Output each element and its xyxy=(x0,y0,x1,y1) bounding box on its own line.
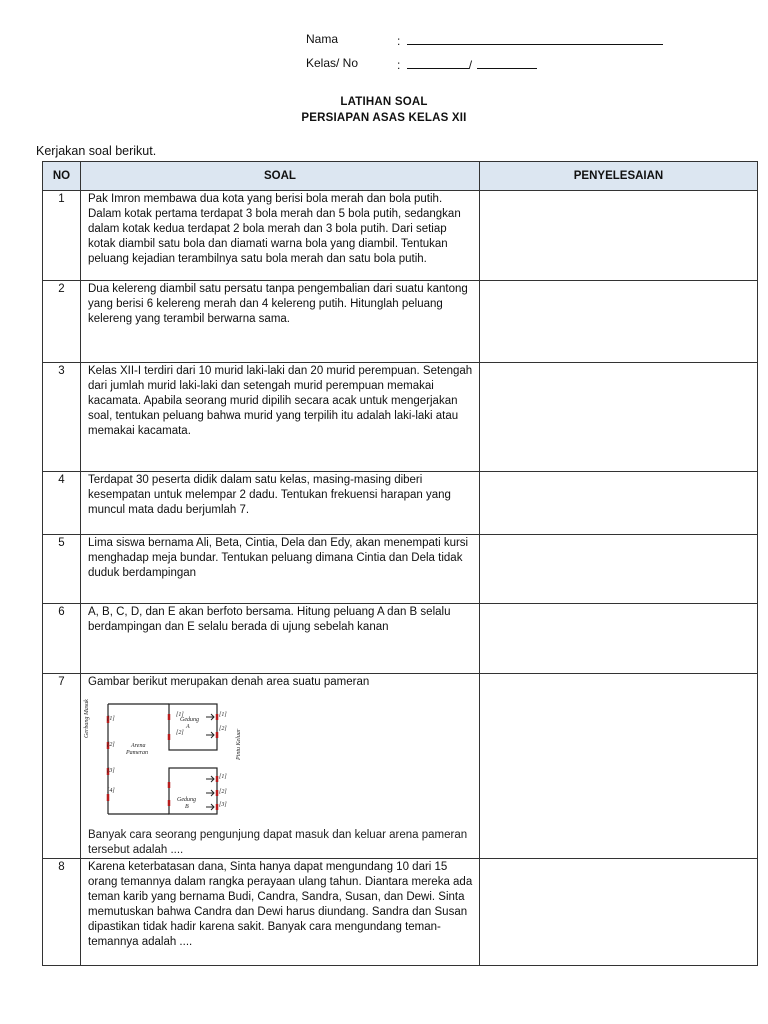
exhibition-floor-plan xyxy=(94,696,254,824)
kelas-label: Kelas/ No xyxy=(306,56,359,70)
nama-label: Nama xyxy=(306,32,339,46)
table-row xyxy=(43,281,758,363)
door-label: [3] xyxy=(219,802,227,808)
answer-cell[interactable] xyxy=(480,859,758,966)
answer-cell[interactable] xyxy=(480,535,758,604)
pintu-keluar-label: Pintu Keluar xyxy=(236,728,242,760)
door-label: [2] xyxy=(219,789,227,795)
question-2-text: Dua kelereng diambil satu persatu tanpa pengembalian dari suatu kantong yang berisi 6 kelereng merah dan 4 kelereng putih. Hitunglah peluang kelereng yang terambil berwarna sama. xyxy=(88,283,468,325)
answer-cell[interactable] xyxy=(480,281,758,363)
answer-cell[interactable] xyxy=(480,363,758,472)
gedung-doors xyxy=(169,714,217,810)
instruction-text: Kerjakan soal berikut. xyxy=(36,144,157,158)
door-label: [4] xyxy=(107,788,115,794)
question-4-text: Terdapat 30 peserta didik dalam satu kelas, masing-masing diberi kesempatan untuk melempar 2 dadu. Tentukan frekuensi harapan yang muncul mata dadu berjumlah 7. xyxy=(88,474,451,516)
nama-colon: : xyxy=(397,34,401,48)
header-soal: SOAL xyxy=(81,162,480,191)
question-7-subtext: Banyak cara seorang pengunjung dapat masuk dan keluar arena pameran tersebut adalah .... xyxy=(88,829,468,856)
gedung-b-label-1: Gedung xyxy=(177,797,196,803)
exit-arrows xyxy=(206,714,214,810)
table-row xyxy=(43,604,758,674)
kelas-row xyxy=(306,56,358,70)
table-row xyxy=(43,191,758,281)
question-3-text: Kelas XII-I terdiri dari 10 murid laki-laki dan 20 murid perempuan. Setengah dari jumlah murid laki-laki dan setengah murid perempuan memakai kacamata. Apabila seorang murid dipilih secara acak untuk mengerjakan soal, tentukan peluang bahwa murid yang terpilih itu adalah laki-laki atau memakai kacamata. xyxy=(88,365,473,437)
kelas-slash: / xyxy=(468,58,473,72)
row-number: 2 xyxy=(43,281,81,363)
answer-cell[interactable] xyxy=(480,604,758,674)
row-number: 7 xyxy=(43,674,81,859)
door-label: [2] xyxy=(107,742,115,748)
kelas-colon: : xyxy=(397,58,401,72)
kelas-blank-line[interactable] xyxy=(407,56,469,69)
nama-blank-line[interactable] xyxy=(407,32,663,45)
question-table xyxy=(42,161,758,966)
question-text xyxy=(81,604,480,674)
row-number: 4 xyxy=(43,472,81,535)
row-number: 3 xyxy=(43,363,81,472)
answer-cell[interactable] xyxy=(480,674,758,859)
table-header-row xyxy=(43,162,758,191)
answer-cell[interactable] xyxy=(480,191,758,281)
table-row xyxy=(43,859,758,966)
nama-row xyxy=(306,32,338,46)
door-label: [1] xyxy=(219,712,227,718)
door-label: [3] xyxy=(107,768,115,774)
question-text xyxy=(81,674,480,859)
table-row xyxy=(43,674,758,859)
question-6-text: A, B, C, D, dan E akan berfoto bersama. Hitung peluang A dan B selalu berdampingan dan E selalu berada di ujung sebelah kanan xyxy=(88,606,451,633)
row-number: 5 xyxy=(43,535,81,604)
arena-label-2: Pameran xyxy=(126,750,148,756)
table-row xyxy=(43,363,758,472)
question-8-text: Karena keterbatasan dana, Sinta hanya dapat mengundang 10 dari 15 orang temannya dalam rangka perayaan ulang tahun. Diantara mereka ada teman karib yang bernama Budi, Candra, Sandra, Susan, dan Dewi. Sinta memutuskan bahwa Candra dan Dewi harus diundang. Sandra dan Susan dipastikan tidak hadir karena sakit. Banyak cara mengundang teman-temannya adalah .... xyxy=(88,861,473,948)
question-text xyxy=(81,281,480,363)
title-line-2: PERSIAPAN ASAS KELAS XII xyxy=(301,112,467,124)
answer-cell[interactable] xyxy=(480,472,758,535)
door-label: [1] xyxy=(219,774,227,780)
title-line-1: LATIHAN SOAL xyxy=(340,96,428,108)
door-label: [1] xyxy=(107,716,115,722)
question-5-text: Lima siswa bernama Ali, Beta, Cintia, Dela dan Edy, akan menempati kursi menghadap meja bundar. Tentukan peluang dimana Cintia dan Dela tidak duduk berdampingan xyxy=(88,537,469,579)
gedung-a-label-1: Gedung xyxy=(180,717,199,723)
gedung-a-box xyxy=(169,704,217,750)
gedung-a-label-2: A xyxy=(186,724,190,730)
question-7-text: Gambar berikut merupakan denah area suatu pameran xyxy=(88,676,370,688)
question-text xyxy=(81,472,480,535)
question-text xyxy=(81,191,480,281)
table-row xyxy=(43,472,758,535)
gerbang-masuk-label: Gerbang Masuk xyxy=(84,699,90,738)
question-text xyxy=(81,363,480,472)
question-1-text: Pak Imron membawa dua kota yang berisi bola merah dan bola putih. Dalam kotak pertama terdapat 3 bola merah dan 5 bola putih, sedangkan dalam kotak kedua terdapat 2 bola merah dan 3 bola putih. Dari setiap kotak diambil satu bola dan diamati warna bola yang diambil. Tentukan peluang kejadian terambilnya satu bola merah dan satu bola putih. xyxy=(88,193,461,265)
no-blank-line[interactable] xyxy=(477,56,537,69)
door-label: [1] xyxy=(176,712,184,718)
nama-field[interactable] xyxy=(397,32,663,48)
door-label: [2] xyxy=(176,730,184,736)
question-text xyxy=(81,535,480,604)
kelas-field[interactable] xyxy=(397,56,537,72)
header-penyelesaian: PENYELESAIAN xyxy=(480,162,758,191)
table-row xyxy=(43,535,758,604)
header-no: NO xyxy=(43,162,81,191)
row-number: 1 xyxy=(43,191,81,281)
row-number: 8 xyxy=(43,859,81,966)
row-number: 6 xyxy=(43,604,81,674)
gedung-b-label-2: B xyxy=(185,804,189,810)
question-text xyxy=(81,859,480,966)
arena-label-1: Arena xyxy=(131,743,146,749)
door-label: [2] xyxy=(219,726,227,732)
